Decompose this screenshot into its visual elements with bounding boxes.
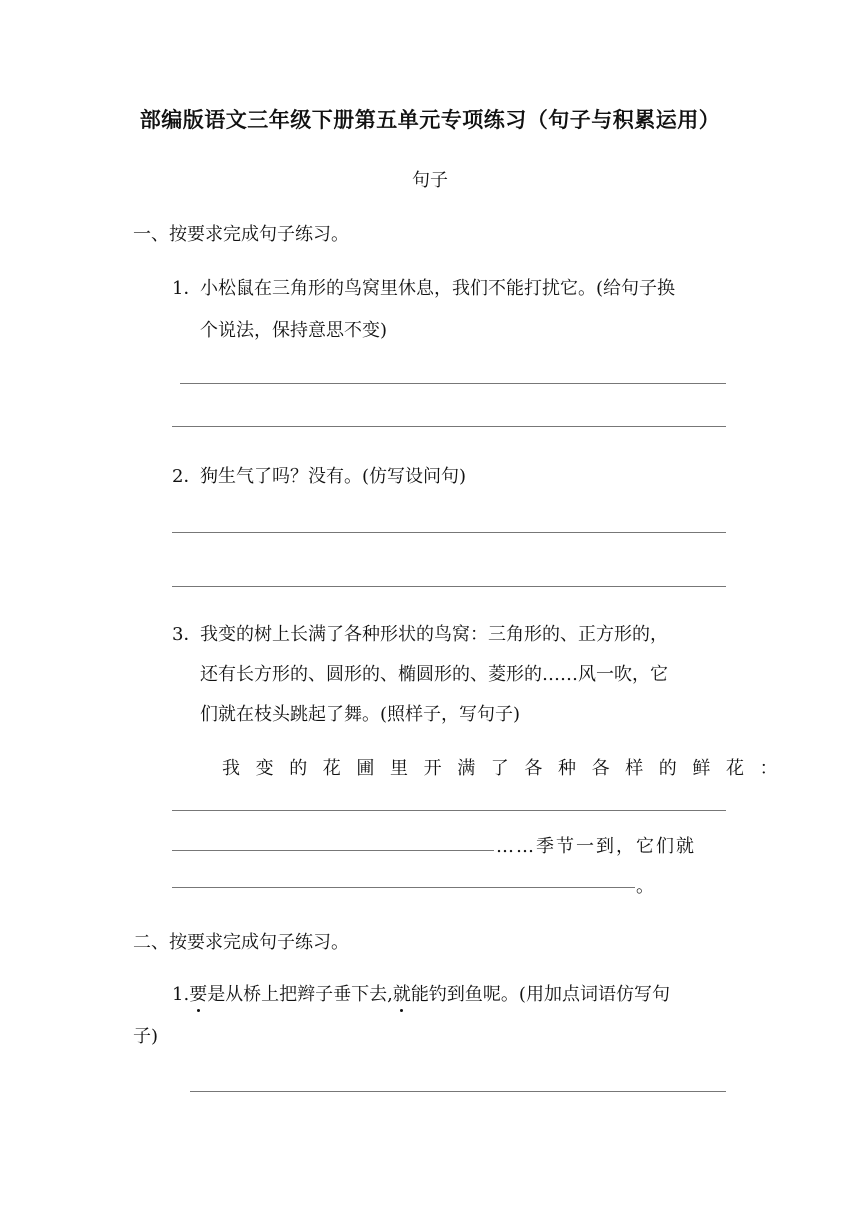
answer-line[interactable] [172, 532, 726, 533]
question-text: 能钓到鱼呢。(用加点词语仿写句 [410, 984, 670, 1005]
question-text-line: 子) [133, 1026, 159, 1047]
question-number: 1． [172, 278, 202, 299]
question-text: 是从桥上把辫子垂下去, [207, 984, 393, 1005]
section-subtitle: 句子 [412, 170, 448, 191]
page-title: 部编版语文三年级下册第五单元专项练习（句子与积累运用） [139, 108, 721, 132]
question-text-line: 个说法，保持意思不变) [200, 320, 388, 341]
sample-prompt: 我变的花圃里开满了各种各样的鲜花： [222, 758, 794, 779]
question-number: 3． [172, 624, 202, 645]
emphasized-word: 就 [393, 980, 411, 1006]
fill-text: 。 [636, 876, 654, 897]
answer-line[interactable] [180, 383, 726, 384]
answer-line[interactable] [190, 1091, 726, 1092]
question-text-line: 狗生气了吗？没有。(仿写设问句) [200, 466, 467, 487]
section-heading-2: 二、按要求完成句子练习。 [133, 932, 349, 953]
fill-text: ……季节一到，它们就 [496, 836, 696, 857]
question-text-line: 我变的树上长满了各种形状的鸟窝：三角形的、正方形的， [200, 624, 668, 645]
question-text-line: 小松鼠在三角形的鸟窝里休息，我们不能打扰它。(给句子换 [200, 278, 676, 299]
question-text-line: 们就在枝头跳起了舞。(照样子，写句子) [200, 704, 521, 725]
answer-line[interactable] [172, 586, 726, 587]
answer-line[interactable] [172, 850, 494, 851]
answer-line[interactable] [172, 887, 635, 888]
answer-line[interactable] [172, 426, 726, 427]
question-number: 2． [172, 466, 202, 487]
question-line [172, 980, 670, 1006]
question-number: 1. [172, 984, 190, 1005]
question-text-line: 还有长方形的、圆形的、椭圆形的、菱形的……风一吹，它 [200, 664, 668, 685]
emphasized-word: 要 [189, 980, 207, 1006]
section-heading-1: 一、按要求完成句子练习。 [133, 224, 349, 245]
answer-line[interactable] [172, 810, 726, 811]
